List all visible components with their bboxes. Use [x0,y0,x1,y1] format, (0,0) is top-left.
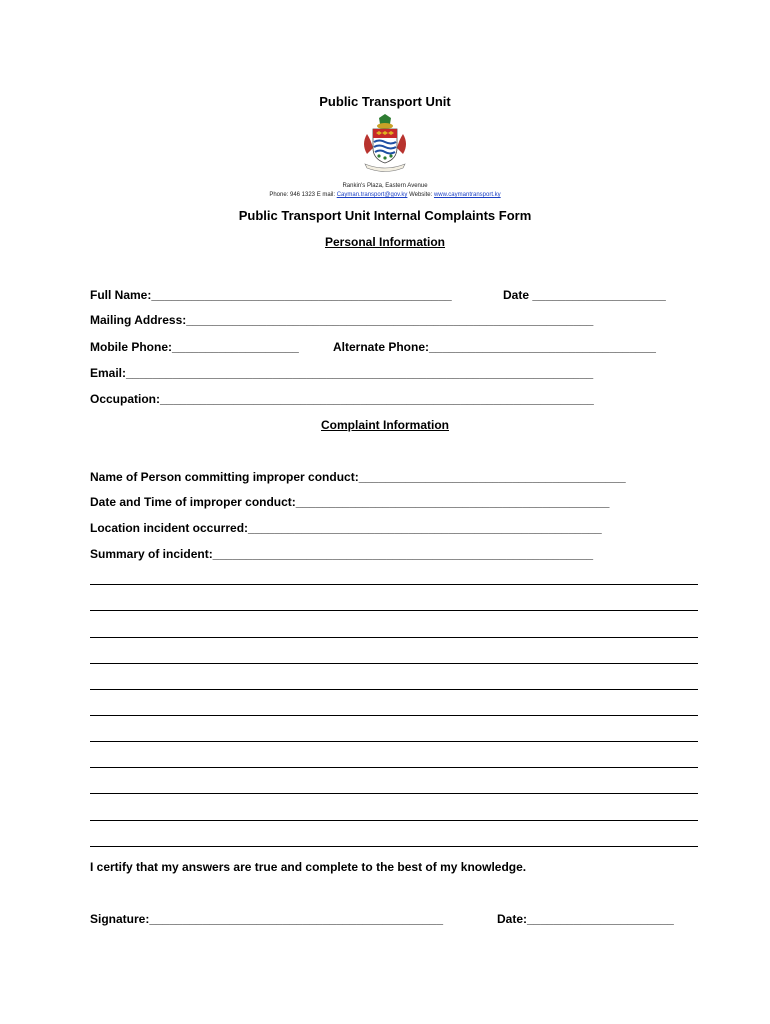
summary-line[interactable] [90,662,698,664]
phone-email-label: Phone: 946 1323 E mail: [269,192,336,198]
signature-field[interactable]: Signature:____________________________________________ [90,912,443,926]
summary-line[interactable] [90,792,698,794]
signature-date-field[interactable]: Date:______________________ [497,912,674,926]
incident-summary-field[interactable]: Summary of incident:_________________________________________________________ [90,547,594,561]
incident-location-field[interactable]: Location incident occurred:_____________________________________________________ [90,521,602,535]
summary-line[interactable] [90,636,698,638]
coat-of-arms-icon [357,114,413,172]
mobile-phone-field[interactable]: Mobile Phone:___________________ [90,340,299,354]
website-link[interactable]: www.caymantransport.ky [433,192,501,198]
date-field[interactable]: Date ____________________ [503,288,666,302]
summary-line[interactable] [90,766,698,768]
certification-statement: I certify that my answers are true and complete to the best of my knowledge. [90,860,527,874]
mailing-address-field[interactable]: Mailing Address:_____________________________________________________________ [90,313,594,327]
email-link[interactable]: Cayman.transport@gov.ky [336,192,408,198]
summary-line[interactable] [90,740,698,742]
summary-line[interactable] [90,845,698,847]
email-field[interactable]: Email:______________________________________________________________________ [90,366,594,380]
personal-info-heading: Personal Information [324,235,446,249]
address-line: Rankin's Plaza, Eastern Avenue [342,183,428,189]
summary-line[interactable] [90,583,698,585]
form-title: Public Transport Unit Internal Complaints Form [238,208,532,223]
website-label: Website: [409,192,433,198]
complaint-info-heading: Complaint Information [321,418,449,432]
summary-line[interactable] [90,714,698,716]
org-title: Public Transport Unit [319,94,451,109]
contact-line [0,192,770,198]
improper-conduct-person-field[interactable]: Name of Person committing improper conduct:________________________________________ [90,470,626,484]
summary-line[interactable] [90,688,698,690]
occupation-field[interactable]: Occupation:_________________________________________________________________ [90,392,594,406]
alternate-phone-field[interactable]: Alternate Phone:__________________________________ [333,340,656,354]
improper-conduct-datetime-field[interactable]: Date and Time of improper conduct:_______________________________________________ [90,495,610,509]
summary-line[interactable] [90,819,698,821]
summary-line[interactable] [90,609,698,611]
full-name-field[interactable]: Full Name:_____________________________________________ [90,288,452,302]
